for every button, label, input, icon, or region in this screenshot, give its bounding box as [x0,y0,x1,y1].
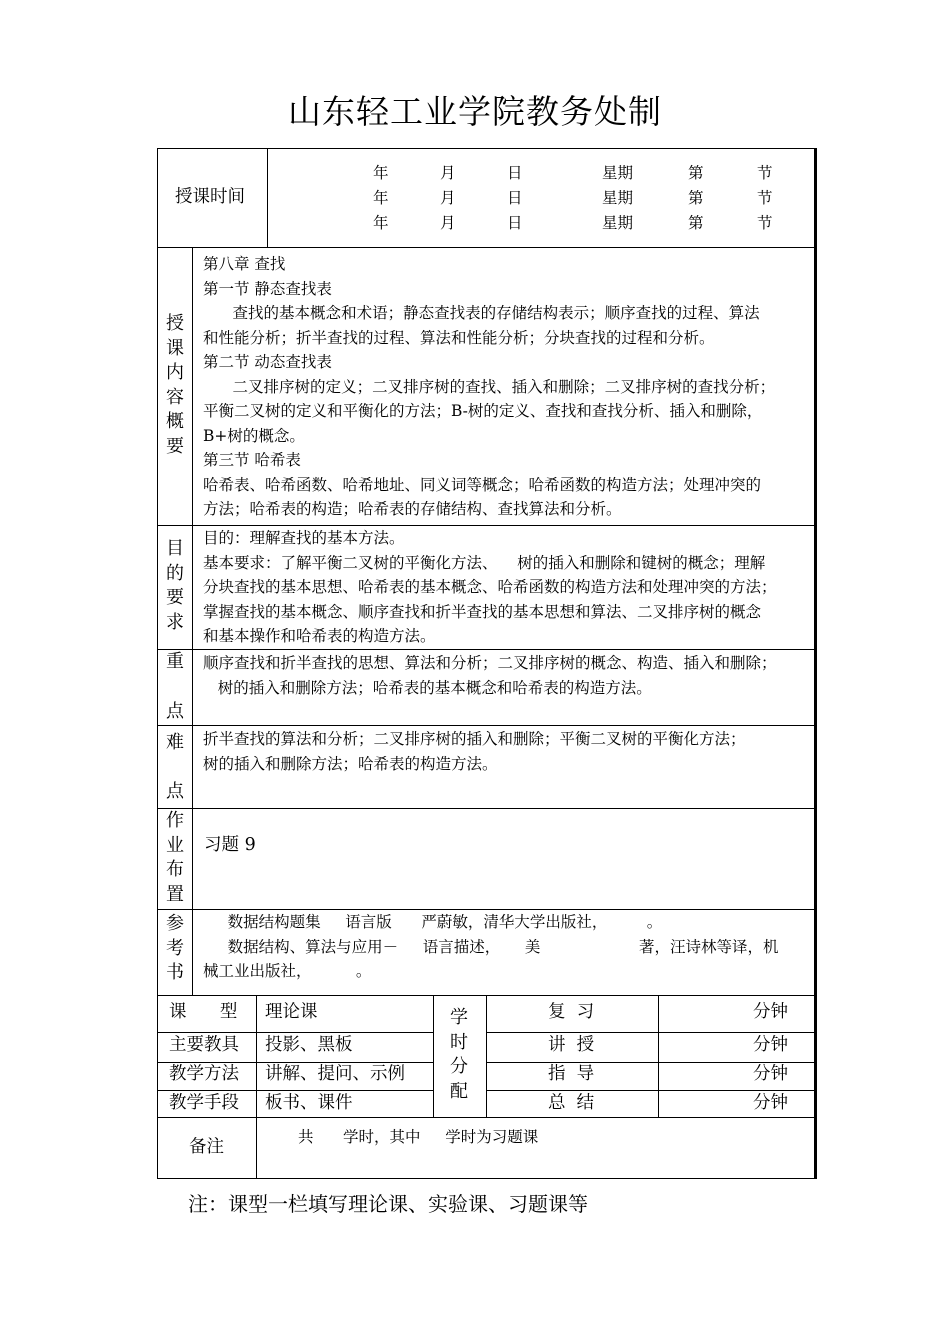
teaching-method-value: 讲解、提问、示例 [265,1064,405,1084]
key-points-label: 点 [166,701,184,722]
period-prefix: 第 [688,164,704,182]
column-divider [486,995,487,1117]
reference-text [203,910,778,984]
difficulty-text [203,727,746,776]
purpose-text [203,526,777,649]
column-divider [433,995,434,1117]
purpose-line: 目的：理解查找的基本方法。 [203,529,405,547]
content-line: 第八章 查找 [203,255,286,273]
hours-allocation-label: 学 时 分 配 [450,1007,468,1102]
content-line: 第一节 静态查找表 [203,279,332,298]
day-label: 日 [507,214,523,232]
remarks-text: 共 学时，其中 学时为习题课 [298,1128,539,1146]
homework-label: 作 业 布 置 [166,810,184,905]
column-divider [267,149,268,247]
content-label: 授 课 内 容 概 要 [166,313,184,457]
key-points-label: 重 [166,651,184,672]
content-line: 查找的基本概念和术语；静态查找表的存储结构表示；顺序查找的过程、算法 [203,304,760,322]
reference-label: 参 考 书 [166,913,184,983]
difficulty-label: 难 [166,732,184,753]
weekday-label: 星期 [602,164,634,182]
purpose-line: 和基本操作和哈希表的构造方法。 [203,627,436,645]
column-divider [256,995,257,1178]
purpose-line: 分块查找的基本思想、哈希表的基本概念、哈希函数的构造方法和处理冲突的方法； [203,578,777,596]
guidance-label: 指 导 [548,1064,595,1084]
content-line: B+树的概念。 [203,426,305,445]
review-unit: 分钟 [753,1002,788,1022]
key-line: 树的插入和删除方法；哈希表的基本概念和哈希表的构造方法。 [203,678,652,697]
lecture-unit: 分钟 [753,1035,788,1055]
content-line: 二叉排序树的定义；二叉排序树的查找、插入和删除；二叉排序树的查找分析； [203,377,776,396]
content-line: 和性能分析；折半查找的过程、算法和性能分析；分块查找的过程和分析。 [203,328,715,347]
year-label: 年 [373,189,389,207]
year-label: 年 [373,164,389,182]
purpose-line: 基本要求：了解平衡二叉树的平衡化方法、 树的插入和删除和键树的概念；理解 [203,553,766,572]
row-divider [158,247,815,248]
homework-text: 习题 9 [204,835,256,855]
time-label: 授课时间 [175,187,245,207]
review-label: 复 习 [548,1002,595,1022]
difficulty-line: 树的插入和删除方法；哈希表的构造方法。 [203,754,498,773]
summary-unit: 分钟 [753,1093,788,1113]
key-line: 顺序查找和折半查找的思想、算法和分析；二叉排序树的概念、构造、插入和删除； [203,654,777,672]
month-label: 月 [440,189,456,207]
row-divider [158,808,815,809]
day-label: 日 [507,164,523,182]
teaching-aids-value: 投影、黑板 [265,1035,353,1055]
period-prefix: 第 [688,214,704,232]
page-title: 山东轻工业学院教务处制 [288,92,662,131]
course-type-value: 理论课 [265,1002,318,1022]
summary-label: 总 结 [548,1093,595,1113]
year-label: 年 [373,214,389,232]
remarks-label: 备注 [189,1137,224,1157]
content-summary [203,252,775,522]
column-divider [192,247,193,995]
reference-line: 数据结构、算法与应用－ 语言描述， 美 著，汪诗林等译，机 [203,937,779,956]
key-points-text [203,651,777,700]
purpose-line: 掌握查找的基本概念、顺序查找和折半查找的基本思想和算法、二叉排序树的概念 [203,602,762,621]
lecture-label: 讲 授 [548,1035,595,1055]
difficulty-line: 折半查找的算法和分析；二叉排序树的插入和删除；平衡二叉树的平衡化方法； [203,730,746,748]
teaching-means-label: 教学手段 [169,1093,239,1113]
purpose-label: 目 的 要 求 [166,538,184,633]
weekday-label: 星期 [602,214,634,232]
content-line: 第三节 哈希表 [203,451,301,469]
column-divider [658,995,659,1117]
period-suffix: 节 [757,164,773,182]
period-prefix: 第 [688,189,704,207]
teaching-aids-label: 主要教具 [169,1035,239,1055]
content-line: 方法；哈希表的构造；哈希表的存储结构、查找算法和分析。 [203,500,622,518]
period-suffix: 节 [757,214,773,232]
row-divider [158,649,815,650]
reference-line: 械工业出版社， 。 [203,962,372,980]
weekday-label: 星期 [602,189,634,207]
day-label: 日 [507,189,523,207]
content-line: 第二节 动态查找表 [203,353,332,371]
difficulty-label: 点 [166,781,184,802]
period-suffix: 节 [757,189,773,207]
teaching-means-value: 板书、课件 [265,1093,353,1113]
guidance-unit: 分钟 [753,1064,788,1084]
month-label: 月 [440,164,456,182]
course-type-label: 课 型 [169,1002,238,1022]
teaching-method-label: 教学方法 [169,1064,239,1084]
row-divider [158,725,815,726]
footnote: 注：课型一栏填写理论课、实验课、习题课等 [188,1192,588,1216]
month-label: 月 [440,214,456,232]
content-line: 平衡二叉树的定义和平衡化的方法；B-树的定义、查找和查找分析、插入和删除， [203,402,763,420]
reference-line: 数据结构题集 语言版 严蔚敏，清华大学出版社， 。 [203,913,663,931]
content-line: 哈希表、哈希函数、哈希地址、同义词等概念；哈希函数的构造方法；处理冲突的 [203,475,762,494]
